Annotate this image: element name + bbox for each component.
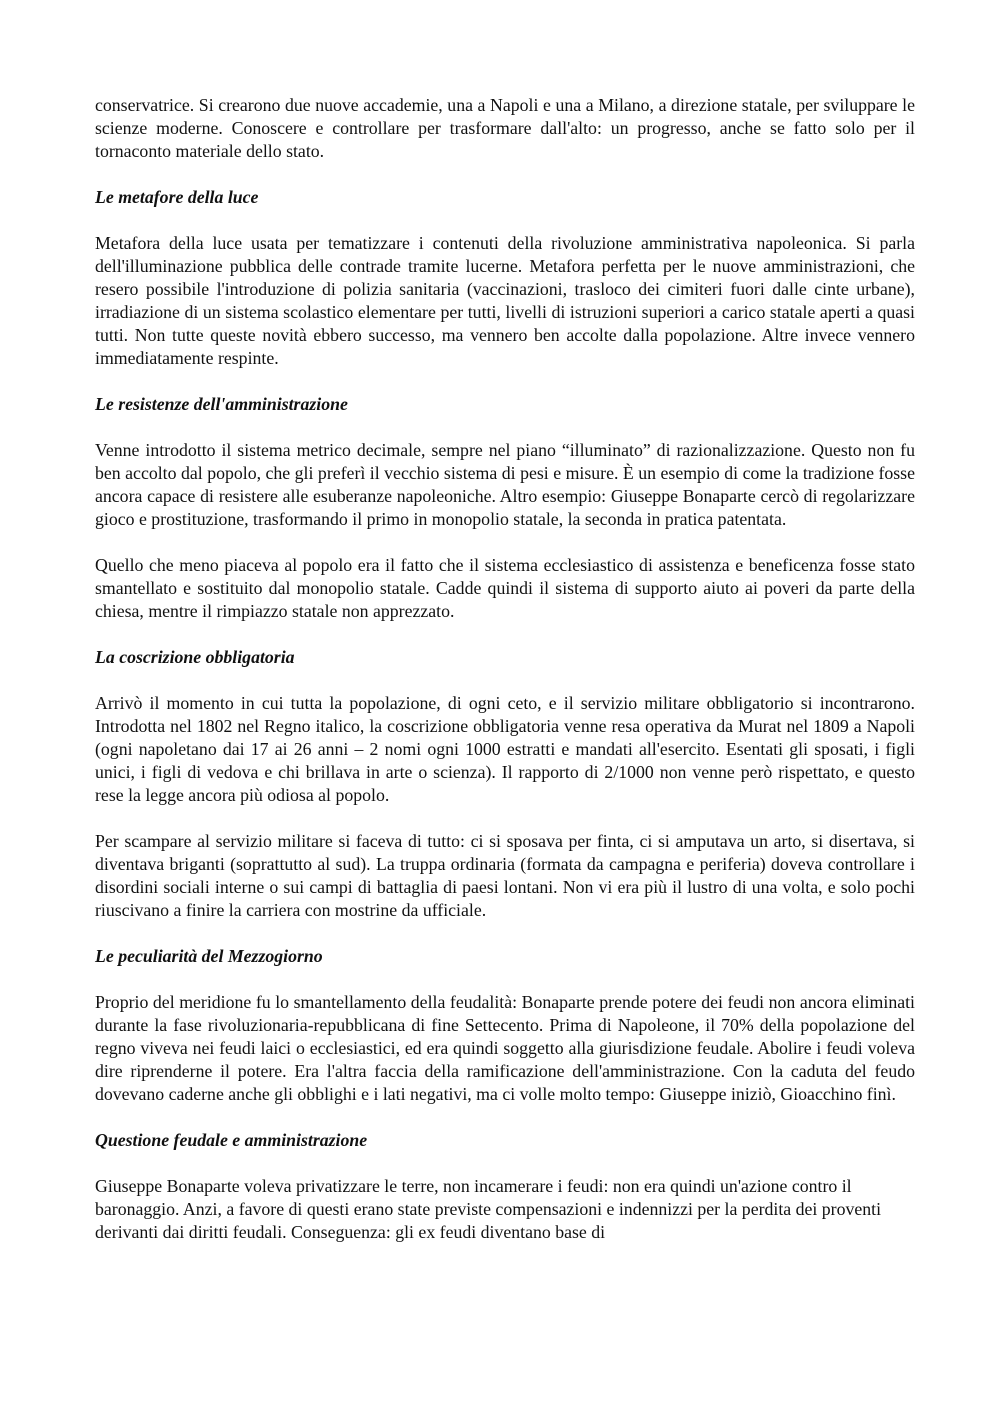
section-heading-metafore-luce: Le metafore della luce [95, 187, 259, 207]
paragraph-servizio-militare: Per scampare al servizio militare si faceva di tutto: ci si sposava per finta, ci si amputava un arto, si disertava, si diventava briganti (soprattutto al sud). La truppa ordinaria (formata da campagna e periferia) doveva controllare i disordini sociali interne o sui campi di battaglia di paesi lontani. Non vi era più il lustro di una volta, e solo pochi riuscivano a finire la carriera con mostrine da ufficiale. [95, 831, 915, 920]
document-page [95, 94, 915, 1244]
section-heading-resistenze: Le resistenze dell'amministrazione [95, 394, 348, 414]
paragraph-accademie: conservatrice. Si crearono due nuove accademie, una a Napoli e una a Milano, a direzione statale, per sviluppare le scienze moderne. Conoscere e controllare per trasformare dall'alto: un progresso, anche se fatto solo per il tornaconto materiale dello stato. [95, 95, 915, 161]
section-heading-mezzogiorno: Le peculiarità del Mezzogiorno [95, 946, 323, 966]
section-heading-questione-feudale: Questione feudale e amministrazione [95, 1130, 368, 1150]
paragraph-metafora-luce: Metafora della luce usata per tematizzare i contenuti della rivoluzione amministrativa napoleonica. Si parla dell'illuminazione pubblica delle contrade tramite lucerne. Metafora perfetta per le nuove amministrazioni, che resero possibile l'introduzione di polizia sanitaria (vaccinazioni, trasloco dei cimiteri fuori dalle cinte urbane), irradiazione di un sistema scolastico elementare per tutti, livelli di istruzioni superiori a carico statale aperti a quasi tutti. Non tutte queste novità ebbero successo, ma vennero ben accolte dalla popolazione. Altre invece vennero immediatamente respinte. [95, 233, 915, 368]
paragraph-privatizzare-terre: Giuseppe Bonaparte voleva privatizzare le terre, non incamerare i feudi: non era quindi un'azione contro il baronaggio. Anzi, a favore di questi erano state previste compensazioni e indennizzi per la perdita dei proventi derivanti dai diritti feudali. Conseguenza: gli ex feudi diventano base di [95, 1176, 882, 1242]
paragraph-sistema-metrico: Venne introdotto il sistema metrico decimale, sempre nel piano “illuminato” di razionalizzazione. Questo non fu ben accolto dal popolo, che gli preferì il vecchio sistema di pesi e misure. È un esempio di come la tradizione fosse ancora capace di resistere alle esuberanze napoleoniche. Altro esempio: Giuseppe Bonaparte cercò di regolarizzare gioco e prostituzione, trasformando il primo in monopolio statale, la seconda in pratica patentata. [95, 440, 915, 529]
section-heading-coscrizione: La coscrizione obbligatoria [95, 647, 295, 667]
paragraph-coscrizione: Arrivò il momento in cui tutta la popolazione, di ogni ceto, e il servizio militare obbligatorio si incontrarono. Introdotta nel 1802 nel Regno italico, la coscrizione obbligatoria venne resa operativa da Murat nel 1809 a Napoli (ogni napoletano dai 17 ai 26 anni – 2 nomi ogni 1000 estratti e mandati all'esercito. Esentati gli sposati, i figli unici, i figli di vedova e chi brillava in arte o scienza). Il rapporto di 2/1000 non venne però rispettato, e questo rese la legge ancora più odiosa al popolo. [95, 693, 915, 805]
paragraph-feudalita: Proprio del meridione fu lo smantellamento della feudalità: Bonaparte prende potere dei feudi non ancora eliminati durante la fase rivoluzionaria-repubblicana di fine Settecento. Prima di Napoleone, il 70% della popolazione del regno viveva nei feudi laici o ecclesiastici, ed era quindi soggetto alla giurisdizione feudale. Abolire i feudi voleva dire riprenderne il potere. Era l'altra faccia della ramificazione dell'amministrazione. Con la caduta del feudo dovevano caderne anche gli obblighi e i lati negativi, ma ci volle molto tempo: Giuseppe iniziò, Gioacchino finì. [95, 992, 915, 1104]
paragraph-assistenza-beneficenza: Quello che meno piaceva al popolo era il fatto che il sistema ecclesiastico di assistenza e beneficenza fosse stato smantellato e sostituito dal monopolio statale. Cadde quindi il sistema di supporto aiuto ai poveri da parte della chiesa, mentre il rimpiazzo statale non apprezzato. [95, 555, 915, 621]
